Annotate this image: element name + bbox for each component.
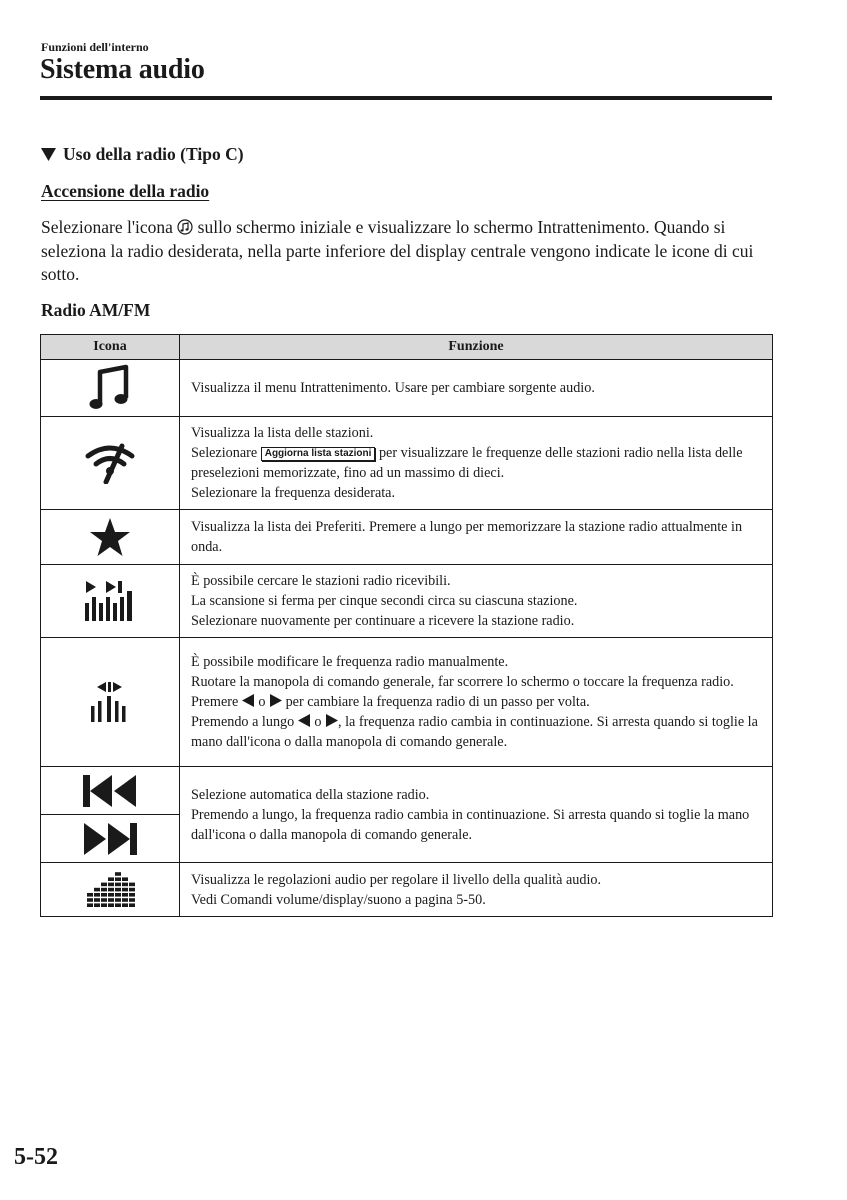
function-text: Selezione automatica della stazione radio.: [191, 786, 430, 803]
equalizer-bar-segment: [129, 887, 135, 891]
equalizer-bar-segment: [94, 898, 100, 902]
icon-cell: [41, 510, 180, 565]
function-cell: [180, 565, 773, 638]
equalizer-bar-segment: [87, 903, 93, 907]
equalizer-bar-segment: [122, 898, 128, 902]
triangle-right-icon: [269, 694, 282, 707]
equalizer-bar-segment: [122, 903, 128, 907]
page-number: 5-52: [14, 1144, 58, 1170]
equalizer-bar-segment: [129, 903, 135, 907]
table-row: [41, 417, 773, 510]
equalizer-bar-segment: [108, 877, 114, 881]
icon-cell: [41, 767, 180, 815]
function-text: Vedi Comandi volume/display/suono a pagina 5-50.: [191, 891, 486, 908]
seek-forward-icon: [82, 822, 138, 856]
function-text: Selezionare nuovamente per continuare a ricevere la stazione radio.: [191, 613, 575, 629]
intro-paragraph: [41, 216, 776, 287]
subsection-heading: Accensione della radio: [41, 181, 210, 201]
icon-cell: [41, 863, 180, 917]
equalizer-bar-segment: [115, 872, 121, 876]
icon-cell: [41, 815, 180, 863]
function-text: È possibile modificare le frequenza radio manualmente.: [191, 654, 509, 670]
equalizer-bar-segment: [122, 887, 128, 891]
equalizer-bar-segment: [87, 898, 93, 902]
title-rule: [40, 96, 772, 100]
equalizer-bar-segment: [115, 877, 121, 881]
header-icona: Icona: [41, 335, 180, 360]
function-text-part: per visualizzare le frequenze delle stazioni radio nella lista delle preselezioni memorizzate, fino ad un massimo di dieci.: [191, 445, 743, 481]
equalizer-bar-segment: [129, 893, 135, 897]
equalizer-icon: [85, 871, 135, 909]
equalizer-bar-segment: [129, 898, 135, 902]
equalizer-bar-segment: [101, 903, 107, 907]
function-text: [191, 712, 762, 752]
intro-text-b: sullo schermo iniziale e visualizzare lo schermo Intrattenimento. Quando si seleziona la radio desiderata, nella parte inferiore del display centrale vengono indicate le icone di cui sotto.: [41, 217, 754, 284]
equalizer-bar-segment: [115, 887, 121, 891]
equalizer-bar-segment: [122, 893, 128, 897]
header-funzione: Funzione: [180, 335, 773, 360]
function-cell: [180, 767, 773, 863]
function-text: Visualizza il menu Intrattenimento. Usare per cambiare sorgente audio.: [191, 380, 595, 396]
function-text-part: Selezionare: [191, 445, 258, 461]
function-text-part: o: [314, 714, 322, 730]
function-text: Visualizza le regolazioni audio per regolare il livello della qualità audio.: [191, 871, 602, 888]
function-cell: [180, 638, 773, 767]
table-row: [41, 863, 773, 917]
function-text: Selezionare la frequenza desiderata.: [191, 485, 396, 501]
function-table: [40, 334, 773, 917]
function-text-part: Premendo a lungo: [191, 714, 295, 730]
equalizer-bar-segment: [129, 882, 135, 886]
intro-text-a: Selezionare l'icona: [41, 217, 173, 237]
seek-back-icon: [82, 774, 138, 808]
triangle-down-icon: [41, 148, 56, 161]
table-row: [41, 767, 773, 815]
equalizer-bar-segment: [101, 893, 107, 897]
function-text-part: , la frequenza radio cambia in continuazione. Si arresta quando si toglie la mano dall'icona o dalla manopola di comando generale.: [191, 714, 758, 750]
music-circle-icon: [177, 219, 193, 235]
function-cell: [180, 510, 773, 565]
function-text: Ruotare la manopola di comando generale, far scorrere lo schermo o toccare la frequenza radio.: [191, 674, 734, 690]
table-row: [41, 510, 773, 565]
equalizer-bar-segment: [122, 882, 128, 886]
triangle-left-icon: [242, 694, 255, 707]
equalizer-bar-segment: [101, 898, 107, 902]
equalizer-bar-segment: [108, 887, 114, 891]
equalizer-bar-segment: [115, 898, 121, 902]
function-text: [191, 692, 762, 712]
function-text-part: per cambiare la frequenza radio di un passo per volta.: [285, 694, 590, 710]
table-row: [41, 565, 773, 638]
table-header-row: [41, 335, 773, 360]
function-text: È possibile cercare le stazioni radio ricevibili.: [191, 573, 451, 589]
manual-tune-icon: [88, 680, 132, 724]
station-list-icon: [84, 442, 136, 484]
triangle-right-icon: [325, 714, 338, 727]
equalizer-bar-segment: [87, 893, 93, 897]
function-text: La scansione si ferma per cinque secondi circa su ciascuna stazione.: [191, 593, 578, 609]
function-cell: [180, 417, 773, 510]
icon-cell: [41, 417, 180, 510]
icon-cell: [41, 565, 180, 638]
star-icon: [89, 517, 131, 557]
equalizer-bar-segment: [108, 903, 114, 907]
function-text: Visualizza la lista dei Preferiti. Premere a lungo per memorizzare la stazione radio attualmente in onda.: [191, 519, 743, 555]
music-note-icon: [89, 364, 131, 412]
equalizer-bar-segment: [115, 882, 121, 886]
aggiorna-lista-stazioni-button: Aggiorna lista stazioni: [261, 447, 376, 461]
function-cell: [180, 360, 773, 417]
radio-heading: Radio AM/FM: [41, 300, 151, 320]
equalizer-bar-segment: [101, 882, 107, 886]
equalizer-bar-segment: [122, 877, 128, 881]
function-text: Visualizza la lista delle stazioni.: [191, 425, 374, 441]
function-text-part: Premere: [191, 694, 239, 710]
equalizer-bar-segment: [94, 887, 100, 891]
icon-cell: [41, 638, 180, 767]
equalizer-bar-segment: [108, 893, 114, 897]
icon-cell: [41, 360, 180, 417]
page-title: Sistema audio: [40, 54, 205, 85]
equalizer-bar-segment: [94, 903, 100, 907]
section-heading: [41, 144, 244, 165]
table-row: [41, 360, 773, 417]
equalizer-bar-segment: [108, 882, 114, 886]
table-row: [41, 638, 773, 767]
equalizer-bar-segment: [115, 893, 121, 897]
equalizer-bar-segment: [101, 887, 107, 891]
function-text: [191, 443, 762, 483]
scan-icon: [83, 579, 137, 623]
equalizer-bar-segment: [108, 898, 114, 902]
section-kicker: Funzioni dell'interno: [41, 40, 149, 54]
triangle-left-icon: [298, 714, 311, 727]
function-text: Premendo a lungo, la frequenza radio cambia in continuazione. Si arresta quando si toglie la mano dall'icona o dalla manopola di comando generale.: [191, 806, 750, 843]
section-heading-text: Uso della radio (Tipo C): [63, 144, 244, 164]
equalizer-bar-segment: [115, 903, 121, 907]
function-cell: [180, 863, 773, 917]
function-text-part: o: [258, 694, 266, 710]
equalizer-bar-segment: [94, 893, 100, 897]
